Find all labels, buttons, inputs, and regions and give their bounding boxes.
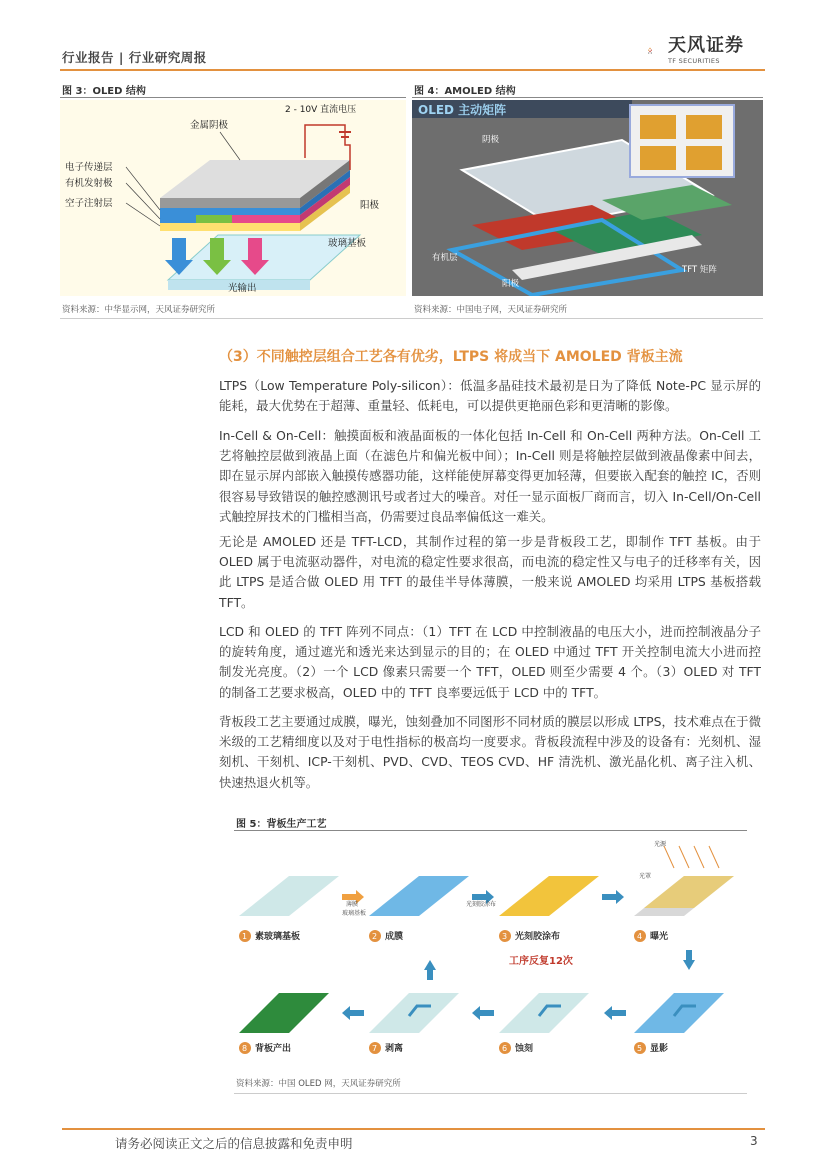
fig3-title-divider [60, 97, 406, 98]
voltage-label: 2 - 10V 直流电压 [285, 105, 357, 115]
step-1-label: 素玻璃基板 [255, 932, 301, 942]
fig3-title: 图 3：OLED 结构 [62, 86, 146, 97]
step-1-number: 1 [242, 932, 248, 941]
fig5-source: 资料来源：中国 OLED 网，天风证券研究所 [236, 1079, 401, 1089]
tf-logo-icon [648, 31, 670, 71]
paragraph-incell-oncell: In-Cell & On-Cell：触摸面板和液晶面板的一体化包括 In-Cell 和 On-Cell 两种方法。On-Cell 工艺将触控层做到液晶上面（在滤色片和偏光板中间）；In-Cell 则是将触控层做到液晶像素中间去，即在显示屏内部嵌入触摸传感器功能，这样能使屏幕变得更加轻薄，但要嵌入配套的触控 IC，否则很容易导致错误的触控感测讯号或者过大的噪音。对任一显示面板厂商而言，切入 In-Cell/On-Cell 式触控屏技术的门槛相当高，仍需要过良品率偏低这一难关。 [219, 428, 761, 524]
footer-disclaimer: 请务必阅读正文之后的信息披露和免责申明 [115, 1136, 353, 1151]
step-5-label: 显影 [650, 1044, 669, 1054]
step-2-label: 成膜 [385, 932, 404, 942]
glass-substrate-label: 玻璃基板 [342, 910, 367, 917]
figure-row-divider [60, 318, 763, 319]
oled-structure-diagram [60, 100, 406, 296]
step-8-label: 背板产出 [255, 1044, 292, 1054]
etl-label: 电子传递层 [65, 162, 113, 173]
fig5-title: 图 5：背板生产工艺 [236, 819, 327, 830]
logo-name: 天风证券 [668, 35, 744, 56]
backplane-process-diagram [234, 838, 747, 1060]
step-4-label: 曝光 [650, 932, 669, 942]
step-5-number: 5 [637, 1044, 643, 1053]
step-7-number: 7 [372, 1044, 378, 1053]
step-3-label: 光刻胶涂布 [515, 932, 561, 942]
repeat-note: 工序反复12次 [509, 956, 573, 967]
film-label: 薄膜 [346, 901, 359, 908]
paragraph-ltps: LTPS（Low Temperature Poly-silicon）：低温多晶硅技术最初是日为了降低 Note-PC 显示屏的能耗，最大优势在于超薄、重量轻、低耗电，可以提供更艳丽色彩和更清晰的影像。 [219, 378, 761, 414]
cathode-label: 金属阴极 [190, 120, 229, 131]
amoled-tft-label: TFT 矩阵 [682, 265, 717, 275]
step-8-number: 8 [242, 1044, 248, 1053]
step-6-number: 6 [502, 1044, 508, 1053]
fig5-bottom-divider [234, 1093, 747, 1094]
amoled-structure-diagram [412, 100, 763, 296]
step-6-label: 蚀刻 [515, 1044, 534, 1054]
fig4-source: 资料来源：中国电子网，天风证券研究所 [414, 305, 568, 315]
eml-label: 有机发射极 [65, 178, 113, 189]
paragraph-lcd-oled-diff: LCD 和 OLED 的 TFT 阵列不同点：（1）TFT 在 LCD 中控制液晶的电压大小，进而控制液晶分子的旋转角度，通过遮光和透光来达到显示的目的；在 OLED 中通过 TFT 开关控制电流大小进而控制发光亮度。（2）一个 LCD 像素只需要一个 TFT，OLED 则至少需要 4 个。（3）OLED 对 TFT 的制备工艺要求极高，OLED 中的 TFT 良率要远低于 LCD 中的 TFT。 [219, 624, 761, 700]
fig4-title-divider [412, 97, 763, 98]
step-2-number: 2 [372, 932, 378, 941]
resist-label: 光刻胶涂布 [466, 901, 497, 908]
amoled-organic-label: 有机层 [432, 253, 458, 263]
paragraph-amoled-tft: 无论是 AMOLED 还是 TFT-LCD，其制作过程的第一步是背板段工艺，即制作 TFT 基板。由于 OLED 属于电流驱动器件，对电流的稳定性要求很高，而电流的稳定性又与电子的迁移率有关，因此 LTPS 是适合做 OLED 用 TFT 的最佳半导体薄膜，一般来说 AMOLED 均采用 LTPS 基板搭载 TFT。 [219, 534, 761, 610]
light-source-label: 光源 [654, 841, 667, 848]
step-7-label: 剥离 [385, 1044, 404, 1054]
light-output-label: 光输出 [228, 283, 257, 294]
report-header: 行业报告 | 行业研究周报 [62, 50, 207, 65]
anode-label: 阳极 [360, 200, 380, 211]
fig5-title-divider [234, 830, 747, 831]
footer-divider [62, 1128, 765, 1130]
fig3-source: 资料来源：中华显示网，天风证券研究所 [62, 305, 216, 315]
mask-label: 光罩 [639, 873, 652, 880]
amoled-anode-label: 阳极 [502, 279, 520, 289]
step-4-number: 4 [637, 932, 643, 941]
htl-label: 空子注射层 [65, 198, 113, 209]
fig4-title: 图 4：AMOLED 结构 [414, 86, 516, 97]
amoled-banner: OLED 主动矩阵 [418, 103, 507, 117]
step-3-number: 3 [502, 932, 508, 941]
amoled-cathode-label: 阴极 [482, 135, 500, 145]
page-number: 3 [750, 1134, 758, 1148]
logo-subtitle: TF SECURITIES [668, 57, 720, 65]
paragraph-backplane-process: 背板段工艺主要通过成膜，曝光，蚀刻叠加不同图形不同材质的膜层以形成 LTPS，技术难点在于微米级的工艺精细度以及对于电性指标的极高均一度要求。背板段流程中涉及的设备有：光刻机、湿刻机、干刻机、ICP-干刻机、PVD、CVD、TEOS CVD、HF 清洗机、激光晶化机、离子注入机、快速热退火机等。 [219, 714, 761, 790]
glass-label: 玻璃基板 [328, 238, 367, 249]
section-title: （3）不同触控层组合工艺各有优劣，LTPS 将成当下 AMOLED 背板主流 [219, 349, 683, 365]
